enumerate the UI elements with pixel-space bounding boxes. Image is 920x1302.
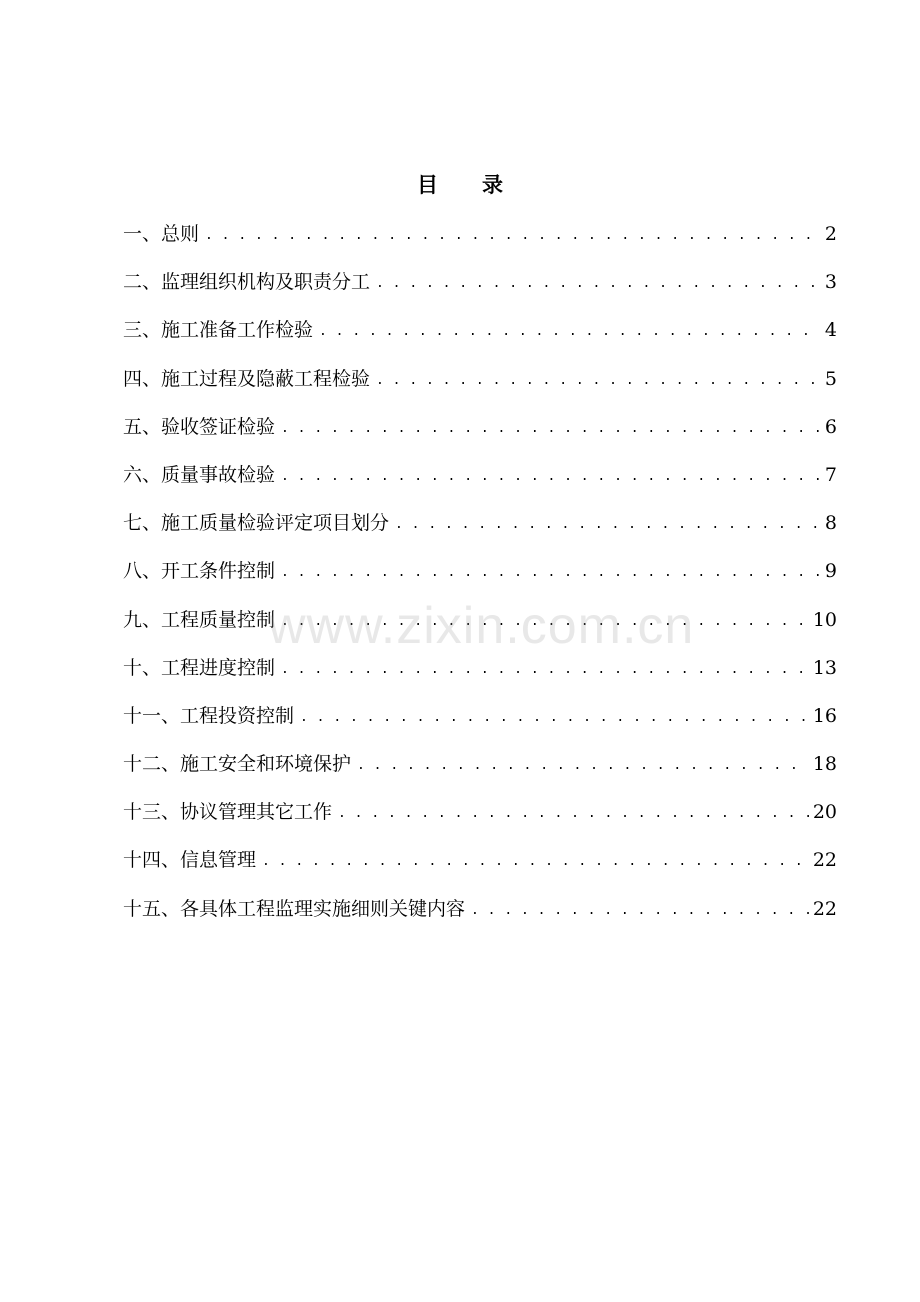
toc-entry-page: 6	[824, 415, 837, 438]
dot-leader	[281, 414, 821, 444]
toc-entry-label: 四、施工过程及隐蔽工程检验	[123, 367, 371, 390]
toc-entry-page: 9	[824, 560, 837, 583]
toc-entry-label: 十一、工程投资控制	[123, 704, 295, 727]
toc-entry[interactable]	[123, 267, 837, 315]
toc-entry[interactable]	[123, 701, 837, 749]
toc-entry-label: 十四、信息管理	[123, 849, 257, 872]
dot-leader	[395, 510, 821, 540]
dot-leader	[376, 269, 821, 299]
toc-entry[interactable]	[123, 219, 837, 267]
toc-entry-label: 十五、各具体工程监理实施细则关键内容	[123, 897, 466, 920]
toc-entry[interactable]	[123, 460, 837, 508]
toc-entry[interactable]	[123, 556, 837, 604]
toc-entry[interactable]	[123, 797, 837, 845]
dot-leader	[205, 221, 821, 251]
dot-leader	[471, 896, 809, 926]
dot-leader	[262, 847, 809, 877]
dot-leader	[281, 655, 809, 685]
toc-entry[interactable]	[123, 845, 837, 893]
toc-entry[interactable]	[123, 653, 837, 701]
toc-entry-page: 13	[812, 656, 837, 679]
toc-entry-page: 3	[824, 271, 837, 294]
dot-leader	[376, 366, 821, 396]
toc-entry-page: 16	[812, 704, 837, 727]
toc-entry-label: 三、施工准备工作检验	[123, 319, 314, 342]
toc-entry-page: 8	[824, 512, 837, 535]
toc-entry[interactable]	[123, 749, 837, 797]
toc-entry-label: 十二、施工安全和环境保护	[123, 753, 352, 776]
toc-title: 目录	[417, 172, 547, 197]
toc-entry-label: 二、监理组织机构及职责分工	[123, 271, 371, 294]
dot-leader	[281, 462, 821, 492]
dot-leader	[281, 607, 809, 637]
toc-list	[123, 219, 837, 942]
dot-leader	[357, 751, 809, 781]
toc-entry-page: 22	[812, 849, 837, 872]
dot-leader	[300, 703, 809, 733]
toc-entry-page: 20	[812, 801, 837, 824]
toc-entry-page: 10	[812, 608, 837, 631]
dot-leader	[281, 558, 821, 588]
toc-entry-page: 4	[824, 319, 837, 342]
watermark-text: www.zixin.com.cn	[268, 597, 695, 655]
toc-entry[interactable]	[123, 364, 837, 412]
dot-leader	[319, 317, 821, 347]
toc-entry-label: 五、验收签证检验	[123, 415, 276, 438]
toc-entry-label: 八、开工条件控制	[123, 560, 276, 583]
toc-entry-label: 十、工程进度控制	[123, 656, 276, 679]
toc-entry[interactable]	[123, 412, 837, 460]
toc-entry[interactable]	[123, 605, 837, 653]
toc-entry-label: 一、总则	[123, 223, 200, 245]
toc-entry-label: 九、工程质量控制	[123, 608, 276, 631]
toc-entry[interactable]	[123, 508, 837, 556]
toc-entry-page: 2	[824, 223, 837, 245]
toc-entry-label: 七、施工质量检验评定项目划分	[123, 512, 390, 535]
toc-entry[interactable]	[123, 894, 837, 942]
toc-entry-page: 18	[812, 753, 837, 776]
toc-entry-page: 5	[824, 367, 837, 390]
toc-entry-label: 六、质量事故检验	[123, 463, 276, 486]
toc-entry[interactable]	[123, 315, 837, 363]
toc-entry-page: 22	[812, 897, 837, 920]
toc-entry-page: 7	[824, 463, 837, 486]
toc-entry-label: 十三、协议管理其它工作	[123, 801, 333, 824]
dot-leader	[338, 799, 809, 829]
